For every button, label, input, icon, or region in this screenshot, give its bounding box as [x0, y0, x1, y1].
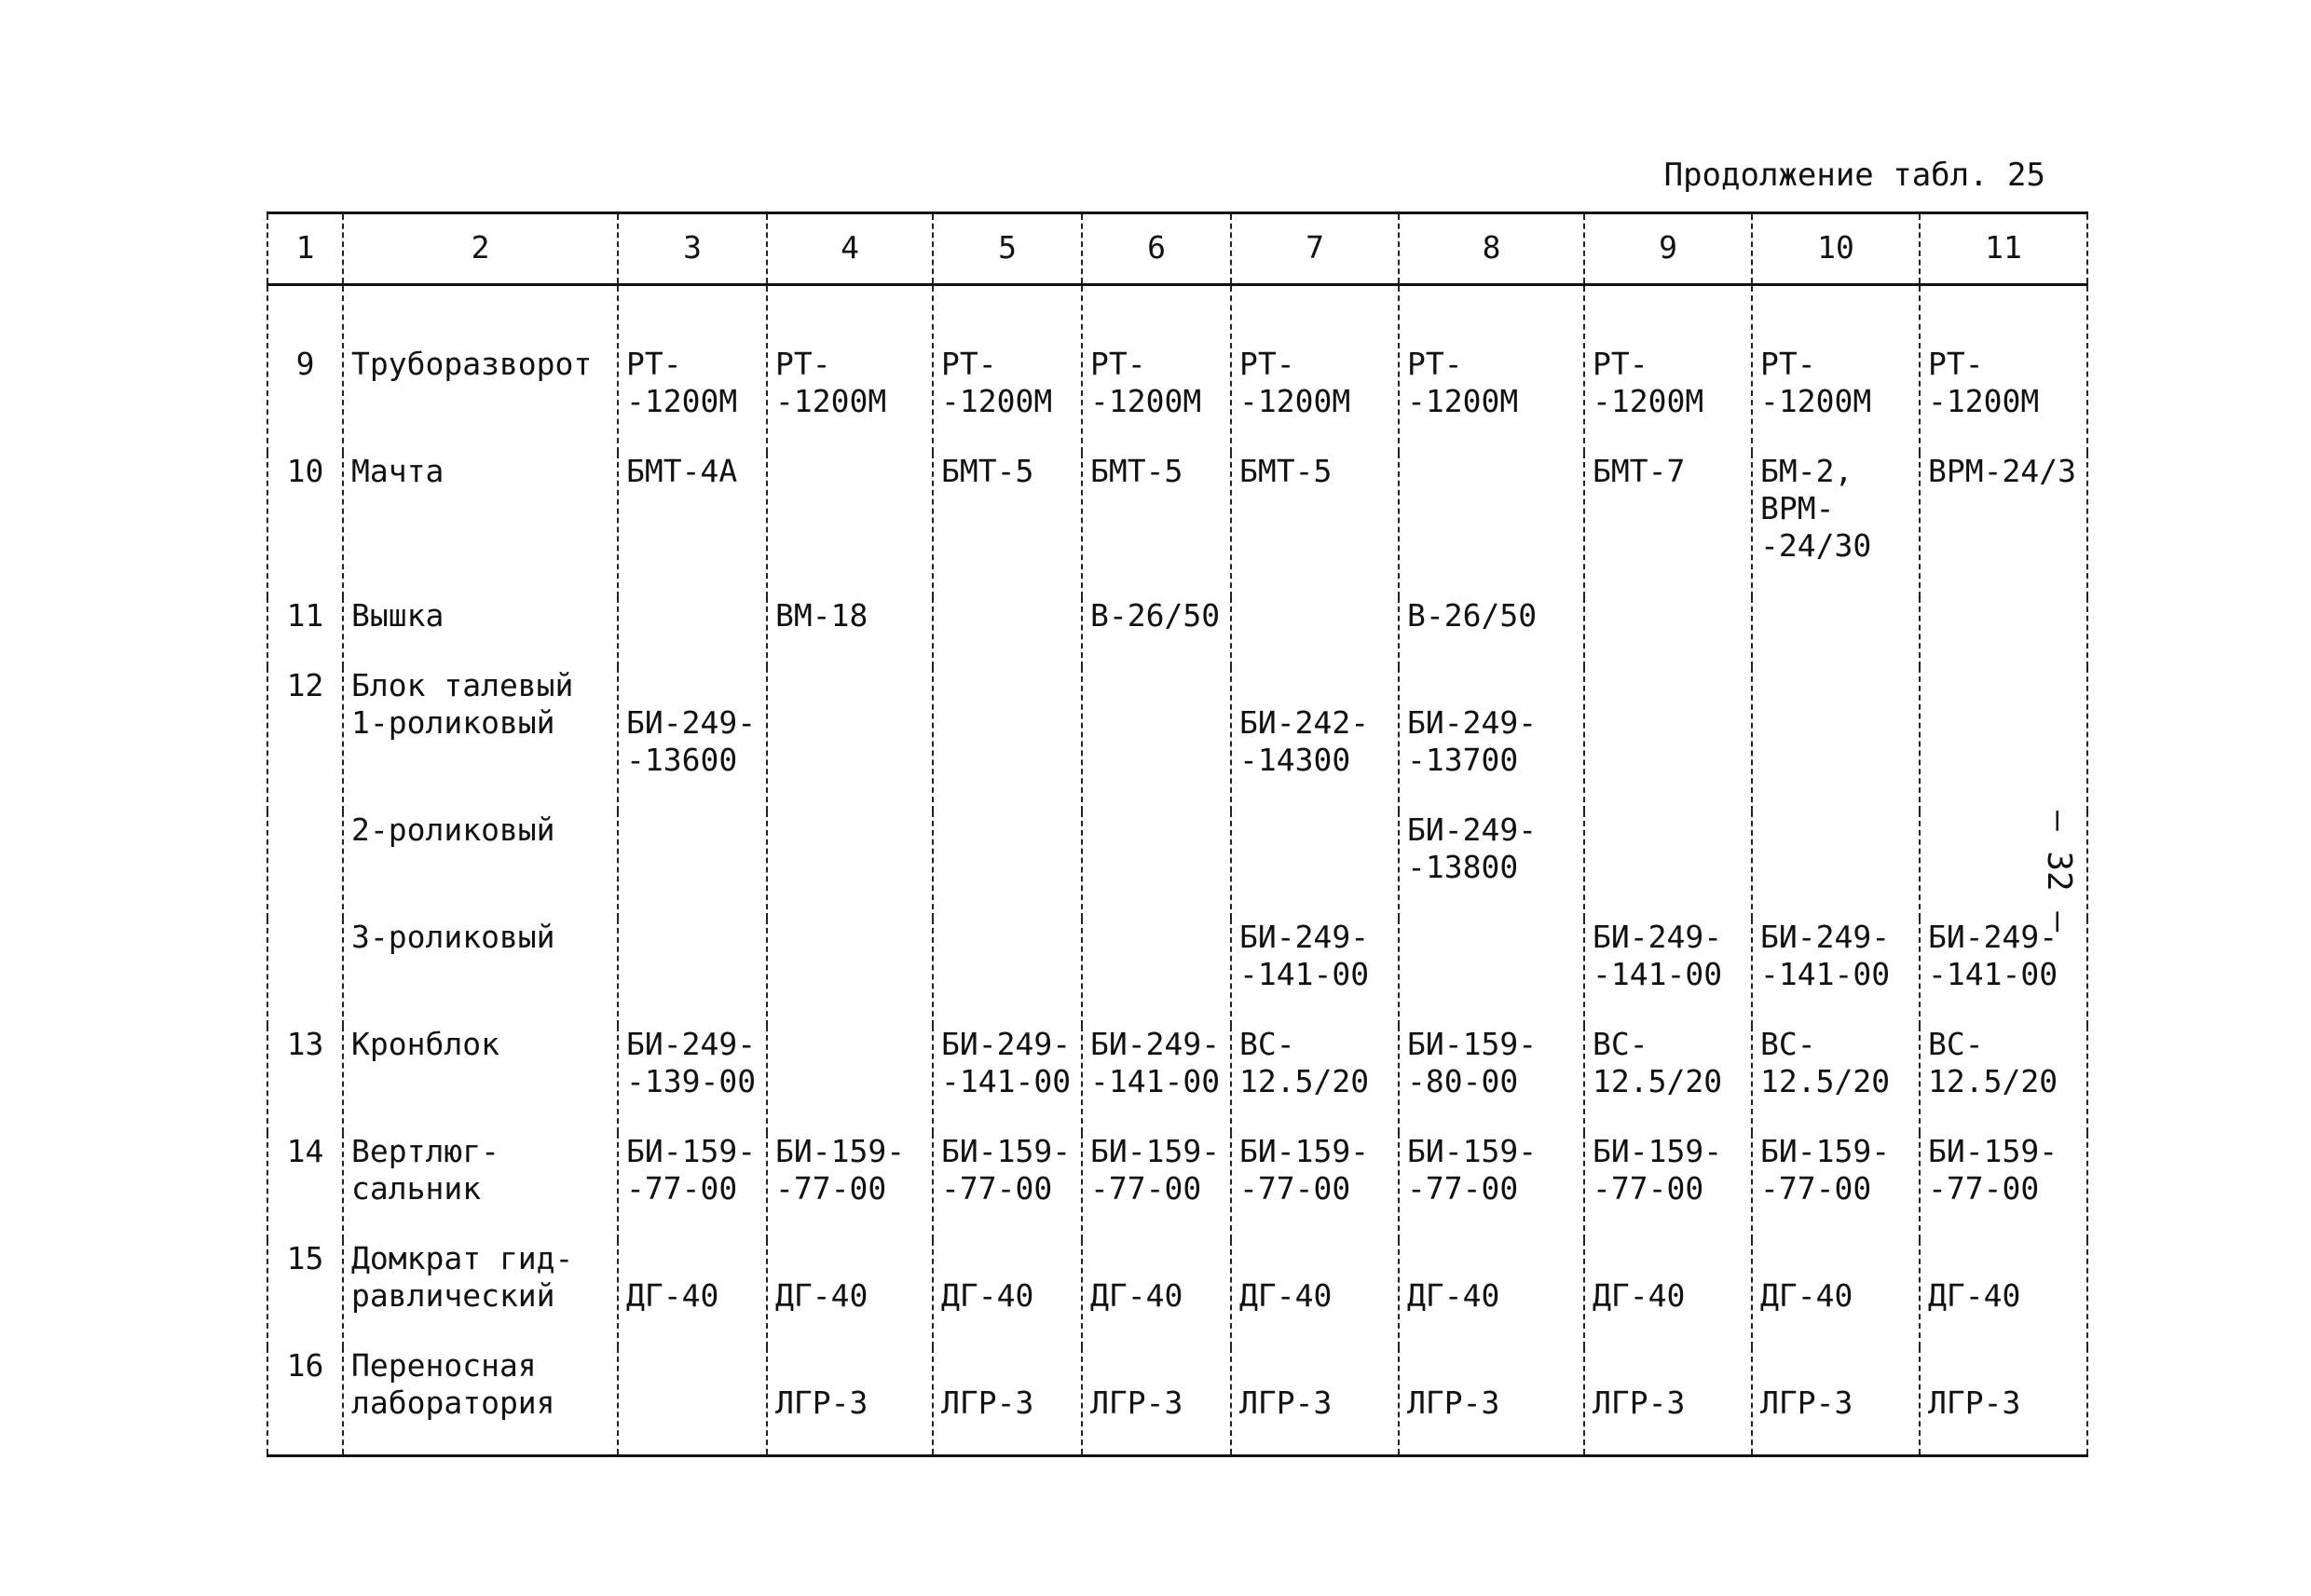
column-header-3: 3 — [618, 213, 767, 285]
model-cell: РТ- -1200М — [1584, 285, 1752, 454]
row-number-cell — [267, 919, 343, 1026]
model-cell: БИ-159- -80-00 — [1399, 1026, 1584, 1133]
model-cell — [767, 667, 933, 812]
model-cell: В-26/50 — [1399, 597, 1584, 667]
column-header-4: 4 — [767, 213, 933, 285]
model-cell: БИ-249- -141-00 — [1584, 919, 1752, 1026]
model-cell: БИ-249- -141-00 — [1920, 919, 2087, 1026]
model-cell: БИ-249- -13700 — [1399, 667, 1584, 812]
model-cell — [767, 1026, 933, 1133]
model-cell: ЛГР-3 — [1584, 1347, 1752, 1456]
model-cell: ЛГР-3 — [1752, 1347, 1920, 1456]
model-cell: БИ-159- -77-00 — [1231, 1133, 1399, 1240]
model-cell — [1920, 812, 2087, 919]
item-name-cell: Вышка — [343, 597, 618, 667]
table-row — [267, 597, 2087, 667]
model-cell — [1231, 812, 1399, 919]
model-cell — [1920, 667, 2087, 812]
model-cell: БИ-249- -13800 — [1399, 812, 1584, 919]
column-header-10: 10 — [1752, 213, 1920, 285]
model-cell: ВРМ-24/3 — [1920, 453, 2087, 597]
model-cell: БИ-159- -77-00 — [618, 1133, 767, 1240]
model-cell — [933, 812, 1082, 919]
model-cell: ДГ-40 — [1752, 1240, 1920, 1347]
row-number-cell: 10 — [267, 453, 343, 597]
model-cell: БИ-249- -13600 — [618, 667, 767, 812]
model-cell — [1752, 667, 1920, 812]
row-number-cell — [267, 812, 343, 919]
table-row — [267, 453, 2087, 597]
model-cell: ВС- 12.5/20 — [1920, 1026, 2087, 1133]
table-caption: Продолжение табл. 25 — [1663, 157, 2045, 194]
model-cell: РТ- -1200М — [1920, 285, 2087, 454]
model-cell: БИ-159- -77-00 — [933, 1133, 1082, 1240]
header-row — [267, 213, 2087, 285]
table-row — [267, 1026, 2087, 1133]
item-name-cell: Домкрат гид- равлический — [343, 1240, 618, 1347]
model-cell — [767, 812, 933, 919]
column-header-2: 2 — [343, 213, 618, 285]
column-header-9: 9 — [1584, 213, 1752, 285]
row-number-cell: 14 — [267, 1133, 343, 1240]
model-cell: БМ-2, ВРМ- -24/30 — [1752, 453, 1920, 597]
model-cell: ДГ-40 — [767, 1240, 933, 1347]
model-cell: БИ-249- -141-00 — [1752, 919, 1920, 1026]
item-name-cell: Блок талевый 1-роликовый — [343, 667, 618, 812]
column-header-7: 7 — [1231, 213, 1399, 285]
model-cell: БМТ-4А — [618, 453, 767, 597]
column-header-6: 6 — [1082, 213, 1231, 285]
model-cell: ДГ-40 — [1082, 1240, 1231, 1347]
model-cell: ДГ-40 — [1920, 1240, 2087, 1347]
row-number-cell: 9 — [267, 285, 343, 454]
model-cell: РТ- -1200М — [933, 285, 1082, 454]
model-cell — [1082, 667, 1231, 812]
column-header-11: 11 — [1920, 213, 2087, 285]
item-name-cell: Кронблок — [343, 1026, 618, 1133]
table-row — [267, 667, 2087, 812]
model-cell: ДГ-40 — [1231, 1240, 1399, 1347]
model-cell: РТ- -1200М — [1399, 285, 1584, 454]
column-header-1: 1 — [267, 213, 343, 285]
model-cell — [1920, 597, 2087, 667]
table-body — [267, 285, 2087, 1456]
model-cell — [933, 919, 1082, 1026]
model-cell: ВС- 12.5/20 — [1584, 1026, 1752, 1133]
table-row — [267, 285, 2087, 454]
model-cell: БИ-249- -141-00 — [1082, 1026, 1231, 1133]
model-cell: БМТ-5 — [1231, 453, 1399, 597]
model-cell: ДГ-40 — [618, 1240, 767, 1347]
model-cell — [1082, 919, 1231, 1026]
model-cell: ДГ-40 — [1584, 1240, 1752, 1347]
model-cell — [1231, 597, 1399, 667]
equipment-table — [267, 211, 2088, 1457]
model-cell: РТ- -1200М — [767, 285, 933, 454]
column-header-5: 5 — [933, 213, 1082, 285]
model-cell: РТ- -1200М — [1231, 285, 1399, 454]
model-cell: БИ-159- -77-00 — [1920, 1133, 2087, 1240]
model-cell: ВС- 12.5/20 — [1752, 1026, 1920, 1133]
row-number-cell: 11 — [267, 597, 343, 667]
model-cell: ЛГР-3 — [767, 1347, 933, 1456]
row-number-cell: 15 — [267, 1240, 343, 1347]
table-row — [267, 1133, 2087, 1240]
table-row — [267, 812, 2087, 919]
model-cell — [1584, 597, 1752, 667]
item-name-cell: Труборазворот — [343, 285, 618, 454]
model-cell: БИ-249- -139-00 — [618, 1026, 767, 1133]
model-cell — [767, 453, 933, 597]
model-cell: БИ-242- -14300 — [1231, 667, 1399, 812]
model-cell — [1399, 919, 1584, 1026]
model-cell: БМТ-5 — [933, 453, 1082, 597]
item-name-cell: Мачта — [343, 453, 618, 597]
item-name-cell: 3-роликовый — [343, 919, 618, 1026]
model-cell — [1399, 453, 1584, 597]
model-cell: ВС- 12.5/20 — [1231, 1026, 1399, 1133]
model-cell: БИ-249- -141-00 — [1231, 919, 1399, 1026]
column-header-8: 8 — [1399, 213, 1584, 285]
model-cell: ДГ-40 — [1399, 1240, 1584, 1347]
model-cell: БИ-159- -77-00 — [1399, 1133, 1584, 1240]
row-number-cell: 12 — [267, 667, 343, 812]
model-cell: БИ-159- -77-00 — [1752, 1133, 1920, 1240]
model-cell: ЛГР-3 — [1920, 1347, 2087, 1456]
model-cell — [1752, 812, 1920, 919]
model-cell — [1584, 812, 1752, 919]
model-cell: БИ-159- -77-00 — [1584, 1133, 1752, 1240]
model-cell — [618, 1347, 767, 1456]
model-cell: ЛГР-3 — [1399, 1347, 1584, 1456]
model-cell — [618, 812, 767, 919]
table-row — [267, 919, 2087, 1026]
model-cell — [933, 667, 1082, 812]
table-row — [267, 1347, 2087, 1456]
model-cell — [767, 919, 933, 1026]
item-name-cell: Вертлюг- сальник — [343, 1133, 618, 1240]
model-cell: БМТ-7 — [1584, 453, 1752, 597]
model-cell — [1082, 812, 1231, 919]
model-cell: БМТ-5 — [1082, 453, 1231, 597]
item-name-cell: Переносная лаборатория — [343, 1347, 618, 1456]
model-cell — [1584, 667, 1752, 812]
model-cell: БИ-159- -77-00 — [1082, 1133, 1231, 1240]
row-number-cell: 13 — [267, 1026, 343, 1133]
model-cell: РТ- -1200М — [618, 285, 767, 454]
model-cell — [618, 597, 767, 667]
model-cell: БИ-249- -141-00 — [933, 1026, 1082, 1133]
model-cell: В-26/50 — [1082, 597, 1231, 667]
page-number: – 32 – — [2040, 811, 2078, 933]
model-cell — [933, 597, 1082, 667]
model-cell: ЛГР-3 — [933, 1347, 1082, 1456]
model-cell: ЛГР-3 — [1082, 1347, 1231, 1456]
model-cell: БИ-159- -77-00 — [767, 1133, 933, 1240]
model-cell: РТ- -1200М — [1752, 285, 1920, 454]
model-cell — [1752, 597, 1920, 667]
model-cell: ВМ-18 — [767, 597, 933, 667]
item-name-cell: 2-роликовый — [343, 812, 618, 919]
model-cell: РТ- -1200М — [1082, 285, 1231, 454]
model-cell — [618, 919, 767, 1026]
model-cell: ЛГР-3 — [1231, 1347, 1399, 1456]
model-cell: ДГ-40 — [933, 1240, 1082, 1347]
table-row — [267, 1240, 2087, 1347]
row-number-cell: 16 — [267, 1347, 343, 1456]
